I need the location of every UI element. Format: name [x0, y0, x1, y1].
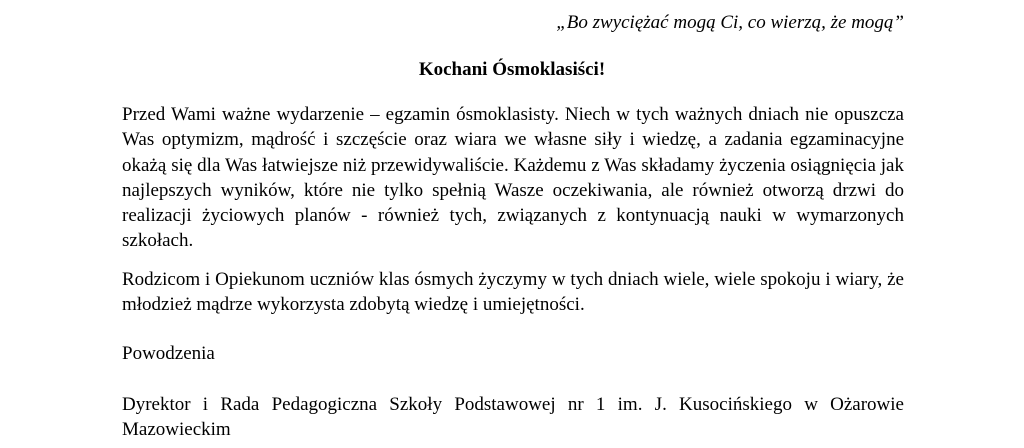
motto-quote: „Bo zwyciężać mogą Ci, co wierzą, że mogą”	[556, 12, 904, 33]
letter-signature: Dyrektor i Rada Pedagogiczna Szkoły Podstawowej nr 1 im. J. Kusocińskiego w Ożarowie Mazowieckim	[122, 394, 904, 441]
letter-closing: Powodzenia	[122, 343, 215, 364]
letter-paragraph-exam: Przed Wami ważne wydarzenie – egzamin ósmoklasisty. Niech w tych ważnych dniach nie opuszcza Was optymizm, mądrość i szczęście oraz wiara we własne siły i wiedzę, a zadania egzaminacyjne okażą się dla Was łatwiejsze niż przewidywaliście. Każdemu z Was składamy życzenia osiągnięcia jak najlepszych wyników, które nie tylko spełnią Wasze oczekiwania, ale również otworzą drzwi do realizacji życiowych planów - również tych, związanych z kontynuacją nauki w wymarzonych szkołach.	[122, 104, 904, 252]
letter-paragraph-parents: Rodzicom i Opiekunom uczniów klas ósmych życzymy w tych dniach wiele, wiele spokoju i wiary, że młodzież mądrze wykorzysta zdobytą wiedzę i umiejętności.	[122, 269, 904, 316]
letter-greeting: Kochani Ósmoklasiści!	[418, 59, 606, 80]
